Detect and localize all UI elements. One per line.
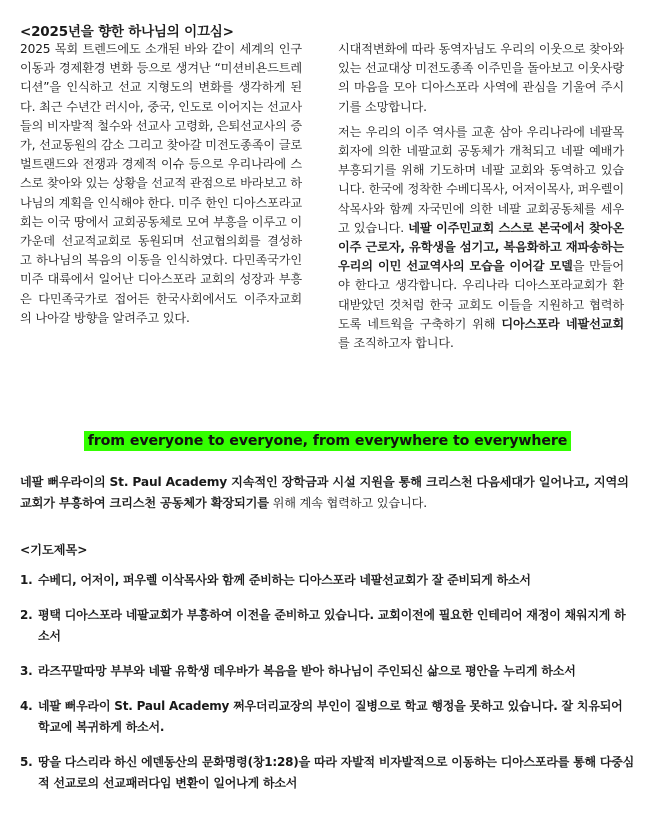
right-p2-bold-1: 네팔 이주민교회 스스로 본국에서 찾아온 이주 근로자, 유학생을 섬기고, 복음화하고 재파송하는 우리의 이민 선교역사의 모습을 이어갈 모델 <box>338 220 624 274</box>
left-paragraph: 2025 목회 트렌드에도 소개된 바와 같이 세계의 인구 이동과 경제환경 변화 등으로 생겨난 “미션비욘드트레디션”을 인식하고 선교 지형도의 변화를 생각하게 된다. 최근 수년간 러시아, 중국, 인도로 이어지는 선교사들의 비자발적 철수와 선교사 고령화, 은퇴선교사의 증가, 선교동원의 감소 그리고 찾아갈 미전도종족이 글로벌트랜드와 전쟁과 경제적 이슈 등으로 우리나라에 스스로 찾아와 있는 상황을 선교적 관점으로 바라보고 하나님의 계획을 인식해야 한다. 미주 한인 디아스포라교회는 이국 땅에서 교회공동체로 모여 부흥을 이루고 이 가운데 선교적교회로 동원되며 선교협의회를 결성하고 하나님의 복음의 이동을 인식하였다. 다민족국가인 미주 대륙에서 일어난 디아스포라 교회의 성장과 부흥은 다민족국가로 접어든 한국사회에서도 이주자교회의 나아갈 방향을 알려주고 있다. <box>20 42 302 325</box>
right-p2-bold-2: 디아스포라 네팔선교회 <box>501 316 625 331</box>
support-rest-text: 위해 계속 협력하고 있습니다. <box>268 496 427 510</box>
prayer-number: 5. <box>20 755 33 769</box>
prayer-item <box>20 661 635 682</box>
prayer-text: 수베디, 어저이, 퍼우렐 이삭목사와 함께 준비하는 디아스포라 네팔선교회가 잘 준비되게 하소서 <box>38 573 531 587</box>
prayer-number: 1. <box>20 573 33 587</box>
prayer-item <box>20 752 635 794</box>
right-paragraph-2 <box>338 123 624 353</box>
left-column <box>20 40 302 334</box>
support-bold-text: 네팔 뻐우라이의 St. Paul Academy 지속적인 장학금과 시설 지원을 통해 크리스천 다음세대가 일어나고, 지역의 교회가 부흥하여 크리스천 공동체가 확장되기를 <box>20 475 629 510</box>
prayer-number: 2. <box>20 608 33 622</box>
right-column <box>338 40 624 359</box>
prayer-list <box>20 570 635 808</box>
support-paragraph <box>20 472 630 514</box>
right-p2-text-2: 을 만들어야 한다고 생각합니다. 우리나라 디아스포라교회가 환대받았던 것처럼 한국 교회도 이들을 지원하고 협력하도록 네트웍을 구축하기 위해 <box>338 259 624 331</box>
prayer-text: 땅을 다스리라 하신 에덴동산의 문화명령(창1:28)을 따라 자발적 비자발적으로 이동하는 디아스포라를 통해 다중심적 선교로의 선교패러다임 변환이 일어나게 하소서 <box>38 755 635 790</box>
right-paragraph-1: 시대적변화에 따라 동역자님도 우리의 이웃으로 찾아와 있는 선교대상 미전도종족 이주민을 돌아보고 이웃사랑의 마음을 모아 디아스포라 사역에 관심을 기울여 주시기를 소망합니다. <box>338 42 624 114</box>
right-p2-text-3: 를 조직하고자 합니다. <box>338 336 454 351</box>
banner-row <box>0 430 655 451</box>
prayer-text: 네팔 뻐우라이 St. Paul Academy 쩌우더리교장의 부인이 질병으로 학교 행정을 못하고 있습니다. 잘 치유되어 학교에 복귀하게 하소서. <box>38 699 623 734</box>
right-p2-text-1: 저는 우리의 이주 역사를 교훈 삼아 우리나라에 네팔목회자에 의한 네팔교회 공동체가 개척되고 네팔 예배가 부흥되기를 위해 기도하며 네팔 교회와 동역하고 있습니다. 한국에 정착한 수베디목사, 어저이목사, 퍼우렐이삭목사와 함께 자국민에 의한 네팔 교회공동체를 세우고 있습니다. <box>338 124 624 235</box>
prayer-text: 평택 디아스포라 네팔교회가 부흥하여 이전을 준비하고 있습니다. 교회이전에 필요한 인테리어 재정이 채워지게 하소서 <box>38 608 626 643</box>
prayer-number: 4. <box>20 699 33 713</box>
prayer-heading: <기도제목> <box>20 543 88 557</box>
prayer-text: 라즈꾸말따망 부부와 네팔 유학생 데우바가 복음을 받아 하나님이 주인되신 삶으로 평안을 누리게 하소서 <box>38 664 576 678</box>
page-title: <2025년을 향한 하나님의 이끄심> <box>20 24 234 40</box>
prayer-item <box>20 605 635 647</box>
prayer-item <box>20 696 635 738</box>
prayer-item <box>20 570 635 591</box>
highlighted-banner: from everyone to everyone, from everywhere to everywhere <box>84 431 572 451</box>
prayer-number: 3. <box>20 664 33 678</box>
